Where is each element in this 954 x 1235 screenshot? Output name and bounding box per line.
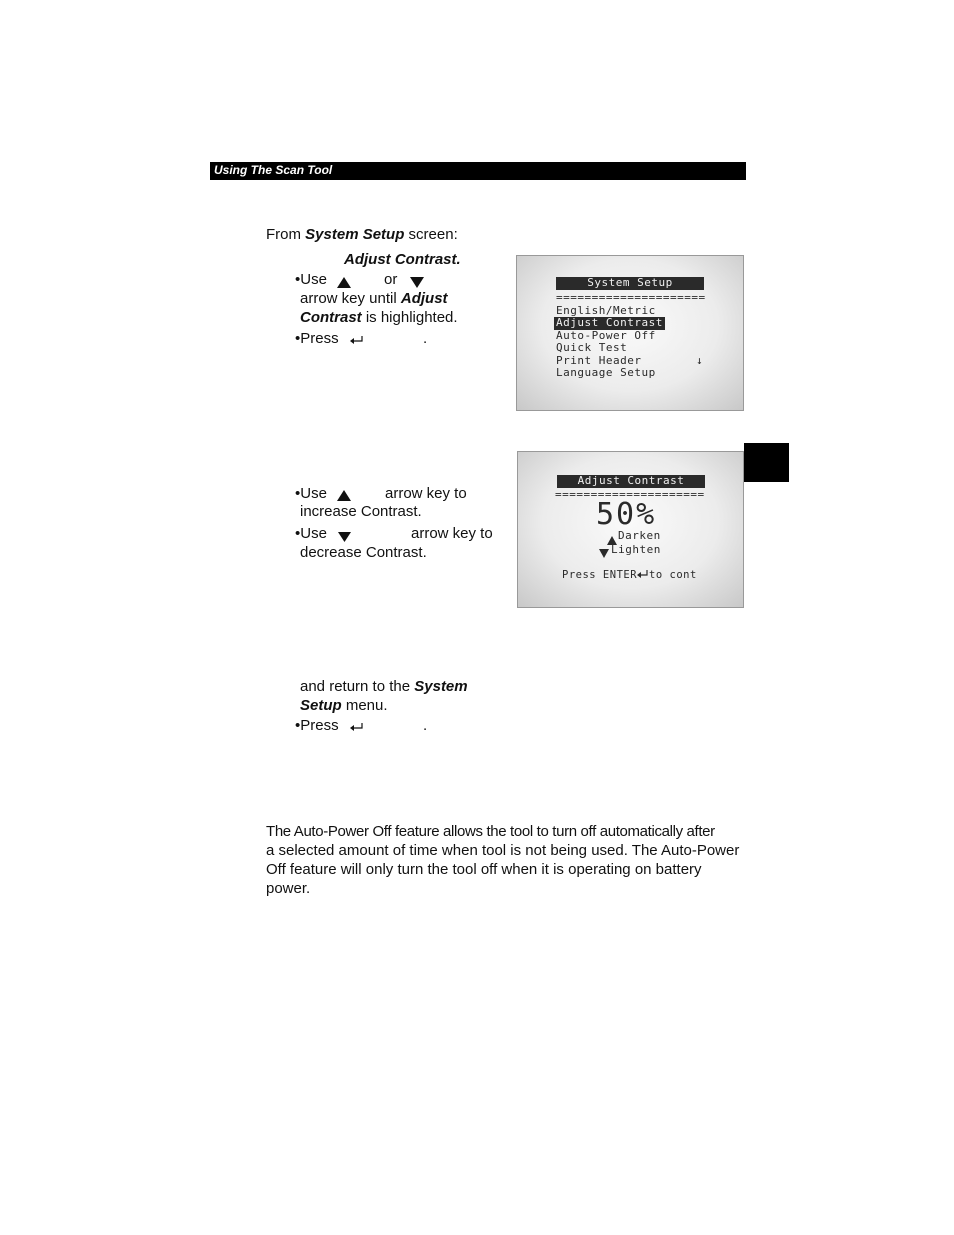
down-suffix: arrow key to [411,525,493,542]
screen2-divider: ===================== [555,488,705,501]
section-tab-marker [744,443,789,482]
menu-item-adjust-contrast: Adjust Contrast [556,316,663,329]
scroll-more-arrow-icon: ↓ [696,354,704,367]
highlighted-line [300,308,458,327]
enter-key-icon [350,333,364,351]
screen1-divider: ===================== [556,291,706,304]
contrast-word: Contrast [300,309,362,326]
menu-suffix: menu. [341,697,388,714]
footer-prefix: Press ENTER [562,569,638,581]
contrast-value: 50% [596,497,657,532]
return-line [300,677,468,696]
system-setup-screen [516,255,744,411]
press-enter-footer [562,569,697,582]
setup-menu-line [300,696,388,715]
screen2-title: Adjust Contrast [557,475,705,488]
highlighted-suffix: is highlighted. [361,309,458,326]
press-period: . [423,330,428,347]
paragraph-line: a selected amount of time when tool is not being used. The Auto-Power [266,842,740,859]
menu-item-quick-test: Quick Test [556,341,628,354]
adjust-word: Adjust [400,290,448,307]
step2-use-up-line [295,484,327,503]
arrow-key-line [300,289,448,308]
auto-power-off-paragraph [266,822,746,898]
step2-use-down-line [295,524,327,543]
menu-item-auto-power-off: Auto-Power Off [556,329,656,342]
intro-prefix: From [266,226,306,243]
footer-suffix: to cont [649,569,697,581]
step1-press-line [295,329,339,348]
step-heading-adjust-contrast: Adjust Contrast. [344,251,461,268]
decrease-contrast-text: decrease Contrast. [300,544,427,561]
use-up-word: •Use [295,485,327,502]
paragraph-line: The Auto-Power Off feature allows the tool to turn off automatically after [266,823,715,840]
enter-key-icon [637,569,649,581]
arrow-line-text: arrow key until [300,290,401,307]
menu-item-language-setup: Language Setup [556,366,656,379]
setup-word: Setup [300,697,342,714]
increase-contrast-text: increase Contrast. [300,503,422,520]
system-word: System [414,678,468,695]
page-header [210,162,746,180]
darken-label: Darken [618,529,661,542]
use-down-word: •Use [295,525,327,542]
step3-press-line [295,716,339,735]
screen1-title: System Setup [556,277,704,290]
intro-line [266,225,458,244]
use-word: •Use [295,271,327,288]
menu-item-english-metric: English/Metric [556,304,656,317]
up-suffix: arrow key to [385,485,467,502]
press-period: . [423,717,428,734]
press-word: •Press [295,717,339,734]
menu-item-print-header: Print Header [556,354,642,367]
lighten-arrow-icon [599,545,609,563]
press-word: •Press [295,330,339,347]
intro-bold: System Setup [305,226,405,243]
paragraph-line: power. [266,880,311,897]
lighten-label: Lighten [611,543,661,556]
return-prefix: and return to the [300,678,415,695]
adjust-contrast-screen [517,451,744,608]
enter-key-icon [350,720,364,738]
header-title: Using The Scan Tool [214,163,333,177]
or-word: or [384,271,398,288]
intro-suffix: screen: [404,226,458,243]
step1-use-line [295,270,327,289]
paragraph-line: Off feature will only turn the tool off when it is operating on battery [266,861,702,878]
